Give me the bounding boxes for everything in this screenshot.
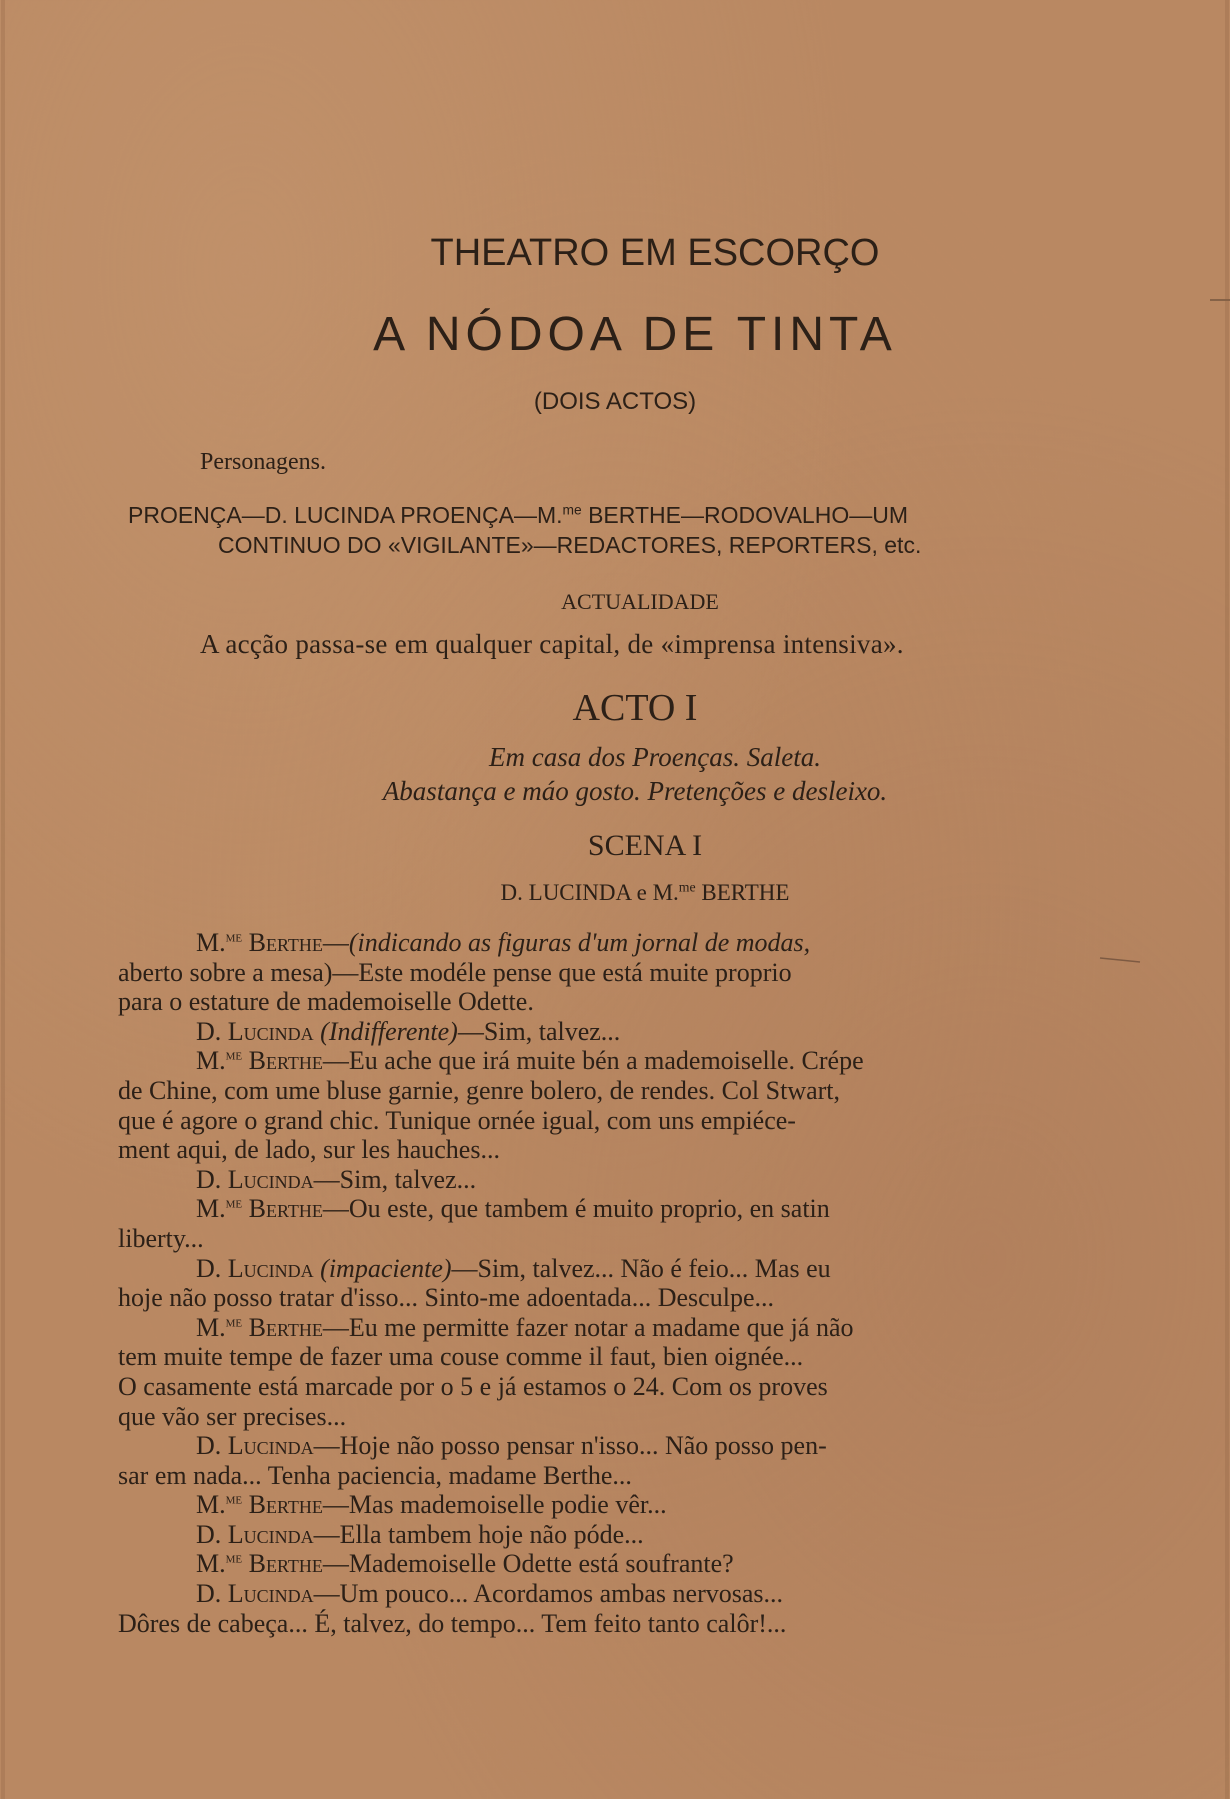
setting-line: A acção passa-se em qualquer capital, de «imprensa intensiva». <box>200 629 904 659</box>
speech-text: —Mas mademoiselle podie vêr... <box>322 1490 667 1520</box>
dialogue-line: hoje não posso tratar d'isso... Sinto-me adoentada... Desculpe... <box>118 1283 774 1313</box>
heading-series: THEATRO EM ESCORÇO <box>430 232 880 274</box>
speech-text: —Sim, talvez... Não é feio... Mas eu <box>451 1253 831 1283</box>
speech-text: —Sim, talvez... <box>313 1164 477 1194</box>
stage-note: (impaciente) <box>320 1253 452 1283</box>
act-heading: ACTO I <box>572 687 698 729</box>
cast-line-1: PROENÇA—D. LUCINDA PROENÇA—M.$^{me}$ BERTHE—RODOVALHO—UM <box>128 502 908 528</box>
dialogue-line: Dôres de cabeça... É, talvez, do tempo... Tem feito tanto calôr!... <box>118 1608 787 1638</box>
personagens-label: Personagens. <box>200 449 326 475</box>
dialogue-line: ment aqui, de lado, sur les hauches... <box>118 1135 500 1165</box>
scene-characters: D. LUCINDA e M.$^{me}$ BERTHE <box>500 879 790 905</box>
speaker-name: D. Lucinda <box>196 1431 314 1461</box>
dialogue-line: que é agore o grand chic. Tunique ornée igual, com uns empiéce- <box>118 1105 796 1135</box>
stage-note: (indicando as figuras d'um jornal de modas, <box>348 928 811 957</box>
dialogue-line: que vão ser precises... <box>118 1401 347 1431</box>
stage-direction-1: Em casa dos Proenças. Saleta. <box>489 742 821 772</box>
dialogue-line: sar em nada... Tenha paciencia, madame Berthe... <box>118 1460 632 1490</box>
speech-text: —Ou este, que tambem é muito proprio, en satin <box>322 1194 830 1224</box>
dialogue-line: O casamente está marcade por o 5 e já estamos o 24. Com os proves <box>118 1371 828 1401</box>
speaker-name: D. Lucinda <box>196 1579 314 1609</box>
speaker-name: M.$^{me}$ Berthe <box>196 1312 323 1342</box>
dialogue-line: M.$^{me}$ Berthe—(indicando as figuras d'um jornal de modas, <box>196 928 811 957</box>
stage-direction-2: Abastança e máo gosto. Pretenções e desleixo. <box>382 776 888 806</box>
speaker-name: D. Lucinda <box>196 1253 314 1283</box>
actualidade-label: ACTUALIDADE <box>561 589 719 614</box>
heading-acts: (DOIS ACTOS) <box>533 388 697 415</box>
speech-text: —Mademoiselle Odette está soufrante? <box>322 1549 734 1579</box>
dialogue-line: aberto sobre a mesa)—Este modéle pense que está muite proprio <box>118 957 792 987</box>
speech-text: —Hoje não posso pensar n'isso... Não posso pen- <box>313 1431 827 1461</box>
speaker-name: D. Lucinda <box>196 1519 314 1549</box>
cast-line-2: CONTINUO DO «VIGILANTE»—REDACTORES, REPORTERS, etc. <box>218 532 922 558</box>
speech-text: —Sim, talvez... <box>457 1016 621 1046</box>
speaker-name: M.$^{me}$ Berthe <box>196 1046 323 1076</box>
speaker-name: D. Lucinda <box>196 1016 314 1046</box>
heading-play-title: A NÓDOA DE TINTA <box>373 308 897 361</box>
dialogue-line: para o estature de mademoiselle Odette. <box>118 987 534 1017</box>
dialogue-line: tem muite tempe de fazer uma couse comme il faut, bien oignée... <box>118 1342 804 1372</box>
speech-text: —Eu me permitte fazer notar a madame que já não <box>322 1312 854 1342</box>
dialogue-line: de Chine, com ume bluse garnie, genre bolero, de rendes. Col Stwart, <box>118 1075 841 1105</box>
speech-text: —Um pouco... Acordamos ambas nervosas... <box>313 1579 784 1609</box>
speaker-name: M.$^{me}$ Berthe <box>196 928 323 957</box>
speech-text: —Ella tambem hoje não póde... <box>313 1519 644 1549</box>
speaker-name: M.$^{me}$ Berthe <box>196 1549 323 1579</box>
speaker-name: M.$^{me}$ Berthe <box>196 1490 323 1520</box>
stage-note: (Indifferente) <box>320 1016 458 1046</box>
speaker-name: D. Lucinda <box>196 1164 314 1194</box>
dialogue-line: liberty... <box>118 1223 204 1253</box>
speech-text: —Eu ache que irá muite bén a mademoiselle. Crépe <box>322 1046 864 1076</box>
speaker-name: M.$^{me}$ Berthe <box>196 1194 323 1224</box>
scene-heading: SCENA I <box>587 829 703 862</box>
